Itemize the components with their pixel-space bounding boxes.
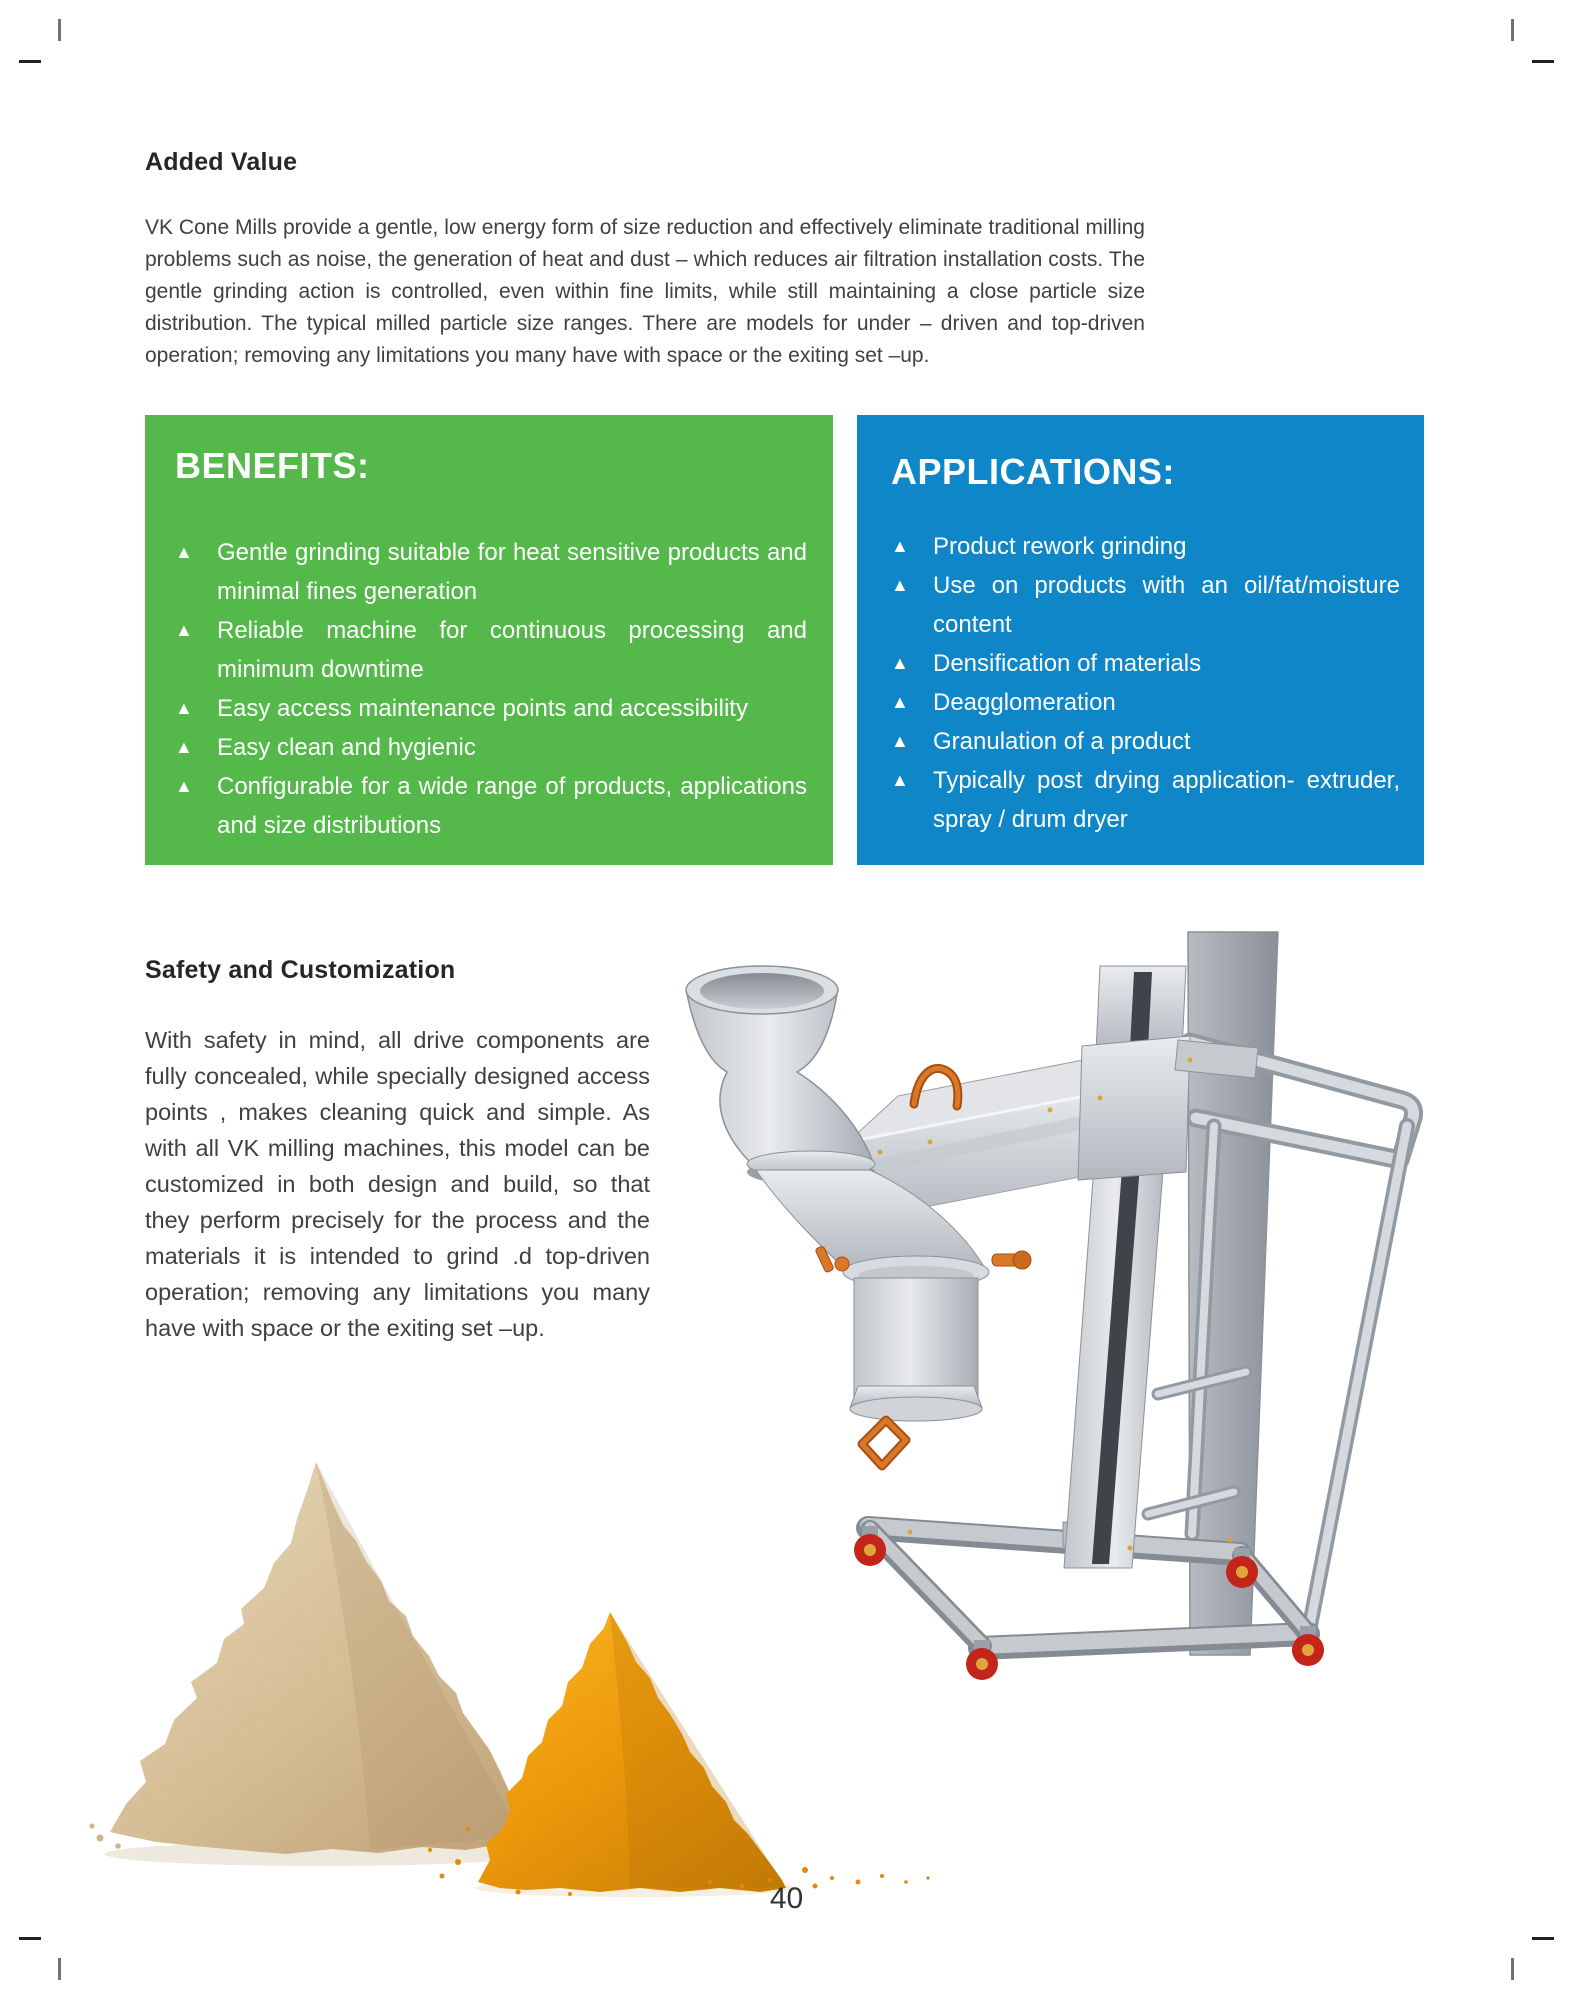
crop-mark: [1511, 1958, 1514, 1980]
added-value-heading: Added Value: [145, 148, 298, 176]
list-item: [175, 689, 807, 728]
list-item: [175, 533, 807, 611]
infeed-funnel: [686, 966, 875, 1185]
triangle-bullet-icon: ▲: [175, 737, 193, 757]
crop-mark: [1511, 19, 1514, 41]
triangle-bullet-icon: ▲: [175, 776, 193, 796]
benefits-title: BENEFITS:: [175, 445, 370, 486]
list-item: [891, 644, 1400, 683]
crop-mark: [58, 1958, 61, 1980]
applications-title: APPLICATIONS:: [891, 451, 1175, 492]
application-item-text: Use on products with an oil/fat/moisture content: [933, 572, 1400, 638]
safety-paragraph: With safety in mind, all drive components are fully concealed, while specially designed access points , makes cleaning quick and simple. As with all VK milling machines, this model can be customized in both design and build, so that they perform precisely for the process and the materials it is intended to grind .d top-driven operation; removing any limitations you many have with space or the exiting set –up.: [145, 1027, 650, 1341]
crop-mark: [19, 1937, 41, 1940]
list-item: [891, 722, 1400, 761]
triangle-bullet-icon: ▲: [891, 770, 909, 790]
list-item: [891, 527, 1400, 566]
application-item-text: Densification of materials: [933, 650, 1202, 677]
crop-mark: [19, 60, 41, 63]
triangle-bullet-icon: ▲: [891, 536, 909, 556]
triangle-bullet-icon: ▲: [891, 575, 909, 595]
applications-box: [857, 415, 1424, 865]
triangle-bullet-icon: ▲: [891, 653, 909, 673]
application-item-text: Deagglomeration: [933, 689, 1116, 716]
added-value-paragraph: VK Cone Mills provide a gentle, low energy form of size reduction and effectively eliminate traditional milling problems such as noise, the generation of heat and dust – which reduces air filtration installation costs. The gentle grinding action is controlled, even within fine limits, while still maintaining a close particle size distribution. The typical milled particle size ranges. There are models for under – driven and top-driven operation; removing any limitations you many have with space or the exiting set –up.: [145, 216, 1145, 367]
applications-list: [891, 527, 1400, 839]
benefit-item-text: Configurable for a wide range of products, applications and size distributions: [217, 773, 807, 839]
application-item-text: Product rework grinding: [933, 533, 1187, 560]
benefit-item-text: Reliable machine for continuous processing and minimum downtime: [217, 617, 807, 683]
triangle-bullet-icon: ▲: [891, 731, 909, 751]
list-item: [175, 728, 807, 767]
list-item: [891, 683, 1400, 722]
safety-heading: Safety and Customization: [145, 956, 456, 984]
benefits-list: [175, 533, 807, 845]
page-number: 40: [769, 1882, 804, 1915]
triangle-bullet-icon: ▲: [175, 542, 193, 562]
crop-mark: [1532, 1937, 1554, 1940]
application-item-text: Granulation of a product: [933, 728, 1191, 755]
list-item: [175, 767, 807, 845]
benefit-item-text: Easy access maintenance points and accessibility: [217, 695, 748, 722]
triangle-bullet-icon: ▲: [175, 698, 193, 718]
benefits-box: [145, 415, 833, 865]
list-item: [891, 761, 1400, 839]
benefit-item-text: Gentle grinding suitable for heat sensitive products and minimal fines generation: [217, 539, 807, 605]
cross-slide: [1078, 1036, 1190, 1180]
application-item-text: Typically post drying application- extruder, spray / drum dryer: [933, 767, 1400, 833]
triangle-bullet-icon: ▲: [175, 620, 193, 640]
powder-piles-image: [70, 1430, 950, 1900]
beige-powder-pile: [90, 1440, 553, 1880]
orange-powder-pile: [428, 1600, 930, 1900]
list-item: [891, 566, 1400, 644]
crop-mark: [58, 19, 61, 41]
benefit-item-text: Easy clean and hygienic: [217, 734, 476, 761]
triangle-bullet-icon: ▲: [891, 692, 909, 712]
list-item: [175, 611, 807, 689]
crop-mark: [1532, 60, 1554, 63]
